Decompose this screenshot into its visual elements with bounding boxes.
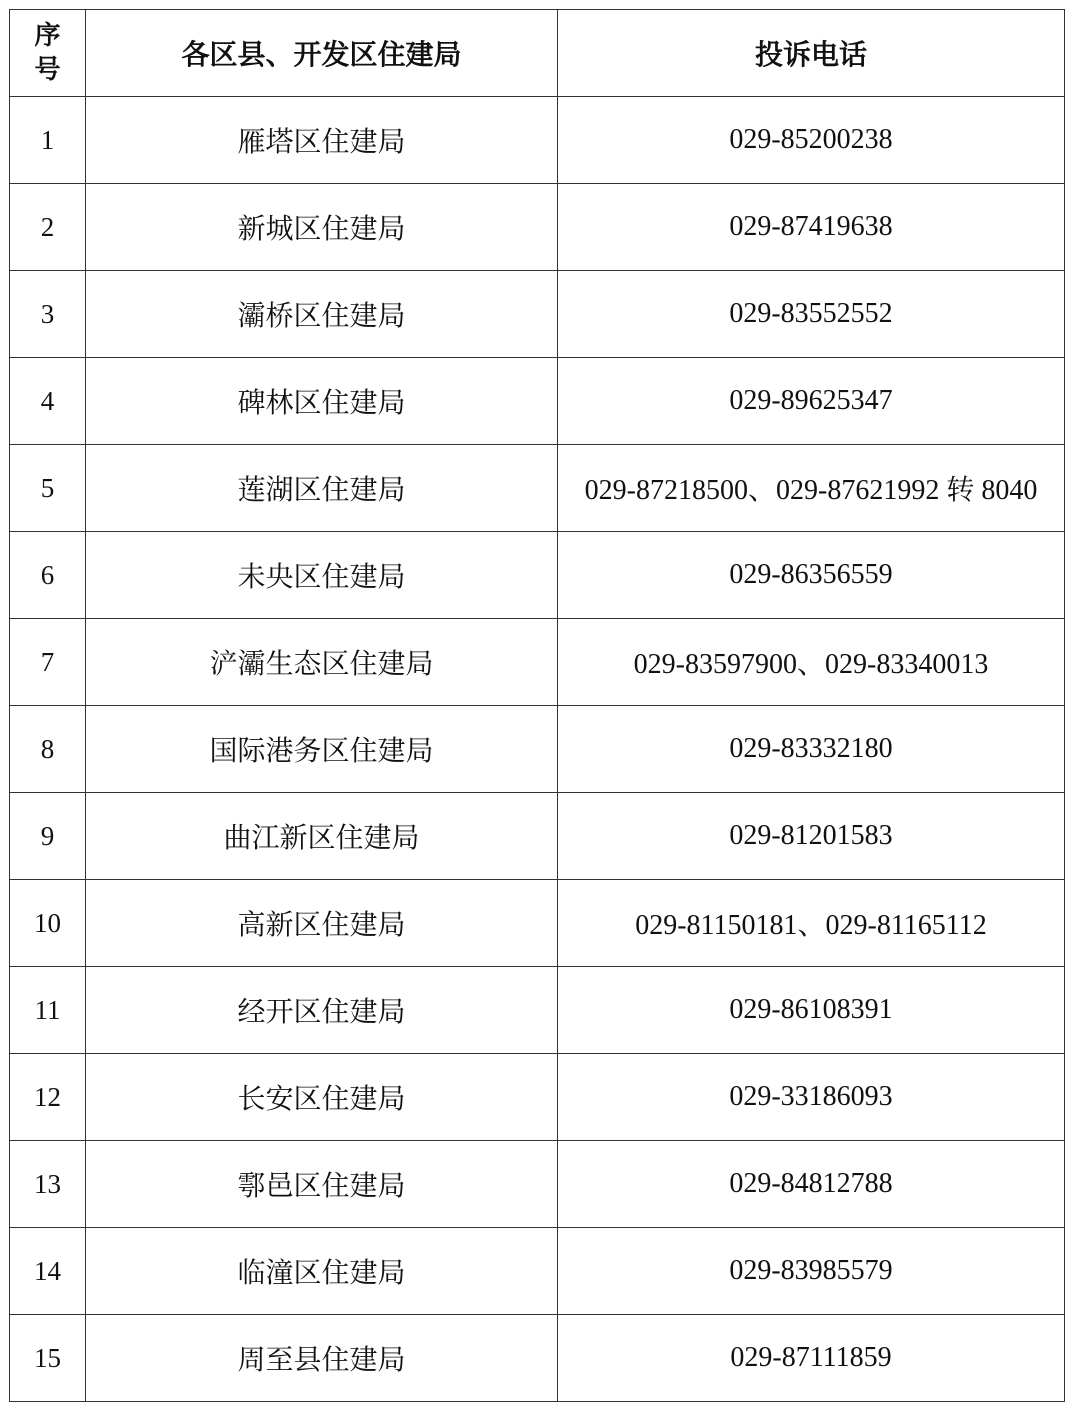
row-bureau-name: 莲湖区住建局 xyxy=(86,445,558,532)
row-bureau-name: 曲江新区住建局 xyxy=(86,793,558,880)
row-serial-number: 8 xyxy=(10,706,86,793)
table-row xyxy=(10,1315,1065,1402)
row-phone-number: 029-89625347 xyxy=(558,358,1065,445)
row-bureau-name: 高新区住建局 xyxy=(86,880,558,967)
table-row xyxy=(10,619,1065,706)
row-serial-number: 1 xyxy=(10,97,86,184)
header-row xyxy=(10,10,1065,97)
row-bureau-name: 周至县住建局 xyxy=(86,1315,558,1402)
row-phone-number: 029-85200238 xyxy=(558,97,1065,184)
table-row xyxy=(10,271,1065,358)
row-phone-number: 029-86108391 xyxy=(558,967,1065,1054)
complaint-hotline-table-container xyxy=(9,9,1064,1402)
table-body xyxy=(10,97,1065,1402)
row-bureau-name: 经开区住建局 xyxy=(86,967,558,1054)
table-row xyxy=(10,184,1065,271)
row-phone-number: 029-86356559 xyxy=(558,532,1065,619)
complaint-hotline-table xyxy=(9,9,1065,1402)
row-serial-number: 6 xyxy=(10,532,86,619)
row-serial-number: 5 xyxy=(10,445,86,532)
row-phone-number: 029-87111859 xyxy=(558,1315,1065,1402)
table-header xyxy=(10,10,1065,97)
row-bureau-name: 国际港务区住建局 xyxy=(86,706,558,793)
table-row xyxy=(10,1054,1065,1141)
row-bureau-name: 碑林区住建局 xyxy=(86,358,558,445)
row-serial-number: 15 xyxy=(10,1315,86,1402)
row-phone-number: 029-33186093 xyxy=(558,1054,1065,1141)
table-row xyxy=(10,793,1065,880)
header-serial-number-line2: 号 xyxy=(34,55,61,85)
row-serial-number: 9 xyxy=(10,793,86,880)
row-bureau-name: 浐灞生态区住建局 xyxy=(86,619,558,706)
row-bureau-name: 长安区住建局 xyxy=(86,1054,558,1141)
row-phone-number: 029-87218500、029-87621992 转 8040 xyxy=(558,445,1065,532)
table-row xyxy=(10,1228,1065,1315)
table-row xyxy=(10,97,1065,184)
header-bureau: 各区县、开发区住建局 xyxy=(86,10,558,97)
table-row xyxy=(10,532,1065,619)
row-serial-number: 7 xyxy=(10,619,86,706)
row-bureau-name: 雁塔区住建局 xyxy=(86,97,558,184)
table-row xyxy=(10,445,1065,532)
row-phone-number: 029-83552552 xyxy=(558,271,1065,358)
row-phone-number: 029-81150181、029-81165112 xyxy=(558,880,1065,967)
row-serial-number: 3 xyxy=(10,271,86,358)
row-serial-number: 12 xyxy=(10,1054,86,1141)
row-serial-number: 14 xyxy=(10,1228,86,1315)
table-row xyxy=(10,706,1065,793)
row-phone-number: 029-83597900、029-83340013 xyxy=(558,619,1065,706)
row-bureau-name: 新城区住建局 xyxy=(86,184,558,271)
row-serial-number: 2 xyxy=(10,184,86,271)
table-row xyxy=(10,967,1065,1054)
row-phone-number: 029-81201583 xyxy=(558,793,1065,880)
header-phone: 投诉电话 xyxy=(558,10,1065,97)
row-phone-number: 029-84812788 xyxy=(558,1141,1065,1228)
row-bureau-name: 灞桥区住建局 xyxy=(86,271,558,358)
row-phone-number: 029-87419638 xyxy=(558,184,1065,271)
table-row xyxy=(10,1141,1065,1228)
row-serial-number: 4 xyxy=(10,358,86,445)
table-row xyxy=(10,880,1065,967)
row-bureau-name: 未央区住建局 xyxy=(86,532,558,619)
table-row xyxy=(10,358,1065,445)
row-phone-number: 029-83332180 xyxy=(558,706,1065,793)
row-phone-number: 029-83985579 xyxy=(558,1228,1065,1315)
row-serial-number: 10 xyxy=(10,880,86,967)
row-bureau-name: 临潼区住建局 xyxy=(86,1228,558,1315)
row-bureau-name: 鄠邑区住建局 xyxy=(86,1141,558,1228)
header-serial-number-line1: 序 xyxy=(34,21,61,51)
header-serial-number xyxy=(10,10,86,97)
row-serial-number: 13 xyxy=(10,1141,86,1228)
row-serial-number: 11 xyxy=(10,967,86,1054)
